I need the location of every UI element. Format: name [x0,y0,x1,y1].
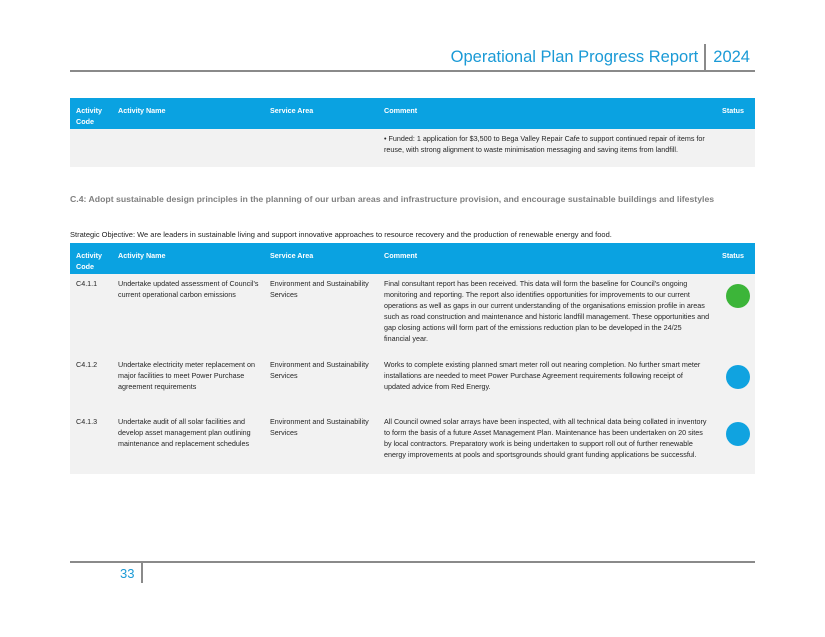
column-header-code: Activity Code [70,243,112,274]
cell-status [714,129,755,167]
column-header-comment: Comment [378,243,714,274]
table-row [70,412,755,474]
cell-name: Undertake audit of all solar facilities and develop asset management plan outlining maintenance and replacement schedules [112,412,264,474]
column-header-status: Status [714,98,755,129]
table-row [70,129,755,167]
cell-status [714,412,755,474]
column-header-code: Activity Code [70,98,112,129]
cell-code: C4.1.1 [70,274,112,355]
cell-name [112,129,264,167]
table-header-row [70,98,755,129]
section-heading: C.4: Adopt sustainable design principles in the planning of our urban areas and infrastructure provision, and encourage sustainable buildings and lifestyles [70,194,715,204]
table-row [70,274,755,355]
cell-comment: Final consultant report has been received. This data will form the baseline for Council's ongoing monitoring and reporting. The report also identifies opportunities for improvements to our current operations as well as gaps in our current understanding of the organisations emission profile in areas such as road construction and maintenance and historic landfill management. These opportunities and gap closing actions will form part of the emissions reduction plan to be developed in the 24/25 financial year. [378,274,714,355]
column-header-service: Service Area [264,243,378,274]
status-in-progress-icon [726,365,750,389]
cell-service [264,129,378,167]
cell-name: Undertake electricity meter replacement on major facilities to meet Power Purchase agreement requirements [112,355,264,412]
cell-code: C4.1.2 [70,355,112,412]
cell-code [70,129,112,167]
cell-service: Environment and Sustainability Services [264,274,378,355]
report-header [451,44,750,70]
column-header-service: Service Area [264,98,378,129]
column-header-comment: Comment [378,98,714,129]
cell-comment: • Funded: 1 application for $3,500 to Bega Valley Repair Cafe to support continued repair of items for reuse, with strong alignment to waste minimisation messaging and saving items from landfill. [378,129,714,167]
cell-comment: Works to complete existing planned smart meter roll out nearing completion. No further smart meter installations are needed to meet Power Purchase Agreement requirements following receipt of updated advice from Red Energy. [378,355,714,412]
footer-rule [70,561,755,563]
column-header-name: Activity Name [112,243,264,274]
table-header-row [70,243,755,274]
cell-service: Environment and Sustainability Services [264,412,378,474]
cell-comment: All Council owned solar arrays have been inspected, with all technical data being collated in inventory to form the basis of a future Asset Management Plan. Maintenance has been undertaken on 20 sites by local contractors. Preparatory work is being undertaken to support roll out of further renewable energy improvements at pools and sportsgrounds should grant funding applications be successful. [378,412,714,474]
activity-table-continued [70,98,755,167]
cell-status [714,355,755,412]
status-in-progress-icon [726,422,750,446]
page-number: 33 [120,566,135,581]
cell-status [714,274,755,355]
activity-table [70,243,755,474]
column-header-status: Status [714,243,755,274]
footer-divider [141,563,143,583]
column-header-name: Activity Name [112,98,264,129]
cell-service: Environment and Sustainability Services [264,355,378,412]
cell-code: C4.1.3 [70,412,112,474]
table-row [70,355,755,412]
report-year: 2024 [713,48,750,66]
header-rule [70,70,755,72]
report-title: Operational Plan Progress Report [450,48,699,66]
header-divider [704,44,706,70]
status-complete-icon [726,284,750,308]
strategic-objective: Strategic Objective: We are leaders in sustainable living and support innovative approaches to resource recovery and the production of renewable energy and food. [70,230,612,239]
cell-name: Undertake updated assessment of Council's current operational carbon emissions [112,274,264,355]
